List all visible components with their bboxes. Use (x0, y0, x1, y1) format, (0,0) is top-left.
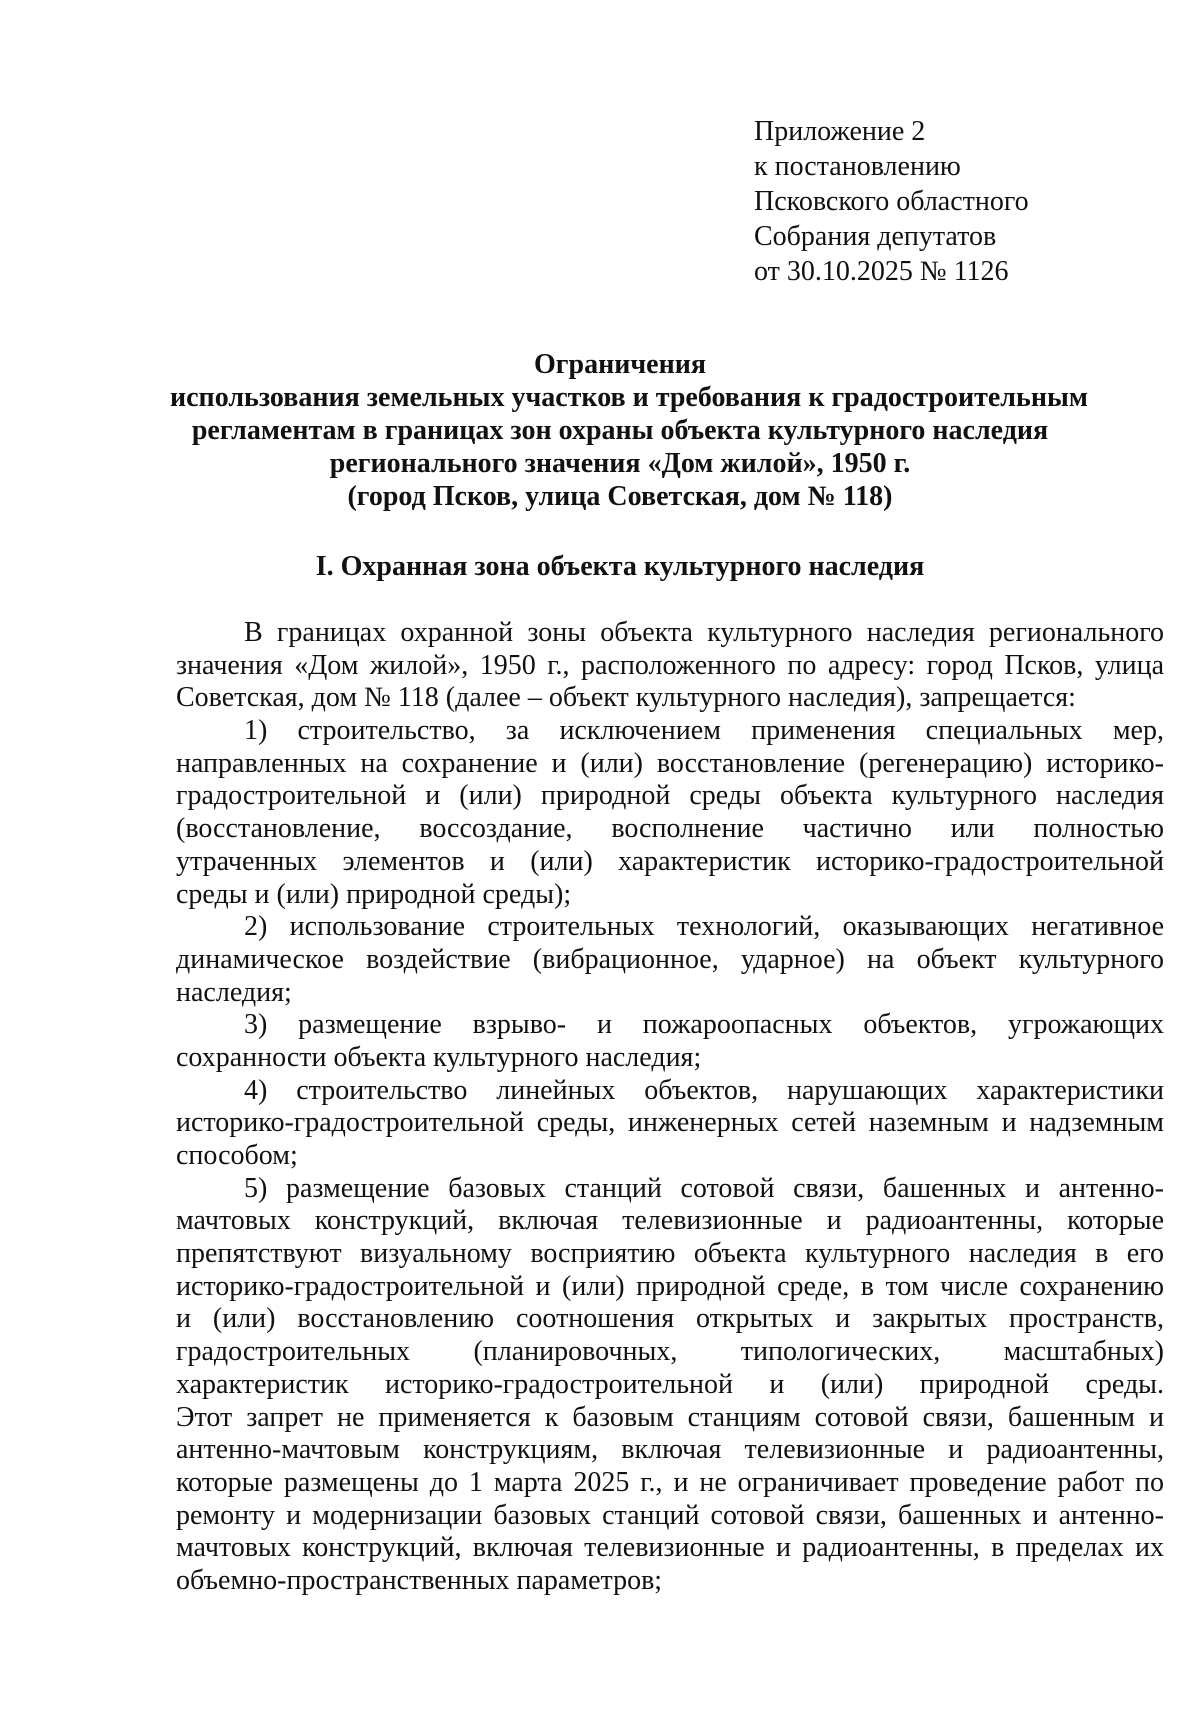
body-line: динамическое воздействие (вибрационное, ударное) на объект культурного (176, 943, 1164, 975)
body-line: (восстановление, воссоздание, восполнение частично или полностью (176, 813, 1164, 845)
appendix-line: от 30.10.2025 № 1126 (754, 256, 1009, 287)
title-line: регламентам в границах зон охраны объекта культурного наследия (191, 415, 1049, 446)
body-line: историко-градостроительной и (или) природной среде, в том числе сохранению (176, 1270, 1164, 1302)
body-line: 5) размещение базовых станций сотовой связи, башенных и антенно- (244, 1172, 1164, 1204)
body-line: В границах охранной зоны объекта культурного наследия регионального (244, 617, 1164, 648)
body-line: объемно-пространственных параметров; (176, 1564, 663, 1596)
body-line: характеристик историко-градостроительной и (или) природной среды. (176, 1368, 1164, 1400)
body-line: сохранности объекта культурного наследия; (176, 1041, 702, 1073)
body-line: утраченных элементов и (или) характеристик историко-градостроительной (176, 845, 1164, 877)
body-line: направленных на сохранение и (или) восстановление (регенерацию) историко- (176, 747, 1164, 779)
body-line: ремонту и модернизации базовых станций сотовой связи, башенных и антенно- (176, 1499, 1164, 1531)
body-line: мачтовых конструкций, включая телевизионные и радиоантенны, которые (176, 1205, 1164, 1237)
body-line: наследия; (176, 976, 292, 1008)
body-line: Советская, дом № 118 (далее – объект культурного наследия), запрещается: (176, 682, 1076, 714)
body-line: мачтовых конструкций, включая телевизионные и радиоантенны, в пределах их (176, 1532, 1164, 1564)
appendix-block (754, 114, 1029, 289)
body-line: среды и (или) природной среды); (176, 878, 572, 910)
appendix-line: к постановлению (754, 151, 961, 182)
body-line: 1) строительство, за исключением применения специальных мер, (244, 715, 1164, 747)
body-line: 4) строительство линейных объектов, нарушающих характеристики (244, 1074, 1164, 1106)
body-line: антенно-мачтовым конструкциям, включая телевизионные и радиоантенны, (176, 1434, 1164, 1466)
title-line: Ограничения (534, 349, 706, 380)
appendix-line: Псковского областного (754, 186, 1029, 217)
body-line: 2) использование строительных технологий, оказывающих негативное (244, 911, 1164, 943)
body-line: Этот запрет не применяется к базовым станциям сотовой связи, башенным и (176, 1401, 1164, 1433)
document-title (170, 348, 1088, 513)
body-line: градостроительных (планировочных, типологических, масштабных) (176, 1336, 1164, 1368)
body-line: которые размещены до 1 марта 2025 г., и не ограничивает проведение работ по (176, 1466, 1164, 1498)
title-line: регионального значения «Дом жилой», 1950 г. (329, 448, 911, 479)
section-heading: I. Охранная зона объекта культурного наследия (315, 551, 925, 582)
title-line: (город Псков, улица Советская, дом № 118) (347, 481, 893, 512)
body-line: препятствуют визуальному восприятию объекта культурного наследия в его (176, 1238, 1164, 1270)
body-line: историко-градостроительной среды, инженерных сетей наземным и надземным (176, 1107, 1164, 1139)
body-text (176, 617, 1164, 1598)
body-line: и (или) восстановлению соотношения открытых и закрытых пространств, (176, 1303, 1164, 1335)
body-line: способом; (176, 1140, 298, 1171)
title-line: использования земельных участков и требования к градостроительным (170, 382, 1088, 413)
appendix-line: Приложение 2 (754, 116, 926, 147)
appendix-line: Собрания депутатов (754, 221, 997, 252)
body-line: значения «Дом жилой», 1950 г., расположенного по адресу: город Псков, улица (176, 649, 1164, 681)
body-line: 3) размещение взрыво- и пожароопасных объектов, угрожающих (244, 1009, 1164, 1041)
body-line: градостроительной и (или) природной среды объекта культурного наследия (176, 780, 1164, 812)
